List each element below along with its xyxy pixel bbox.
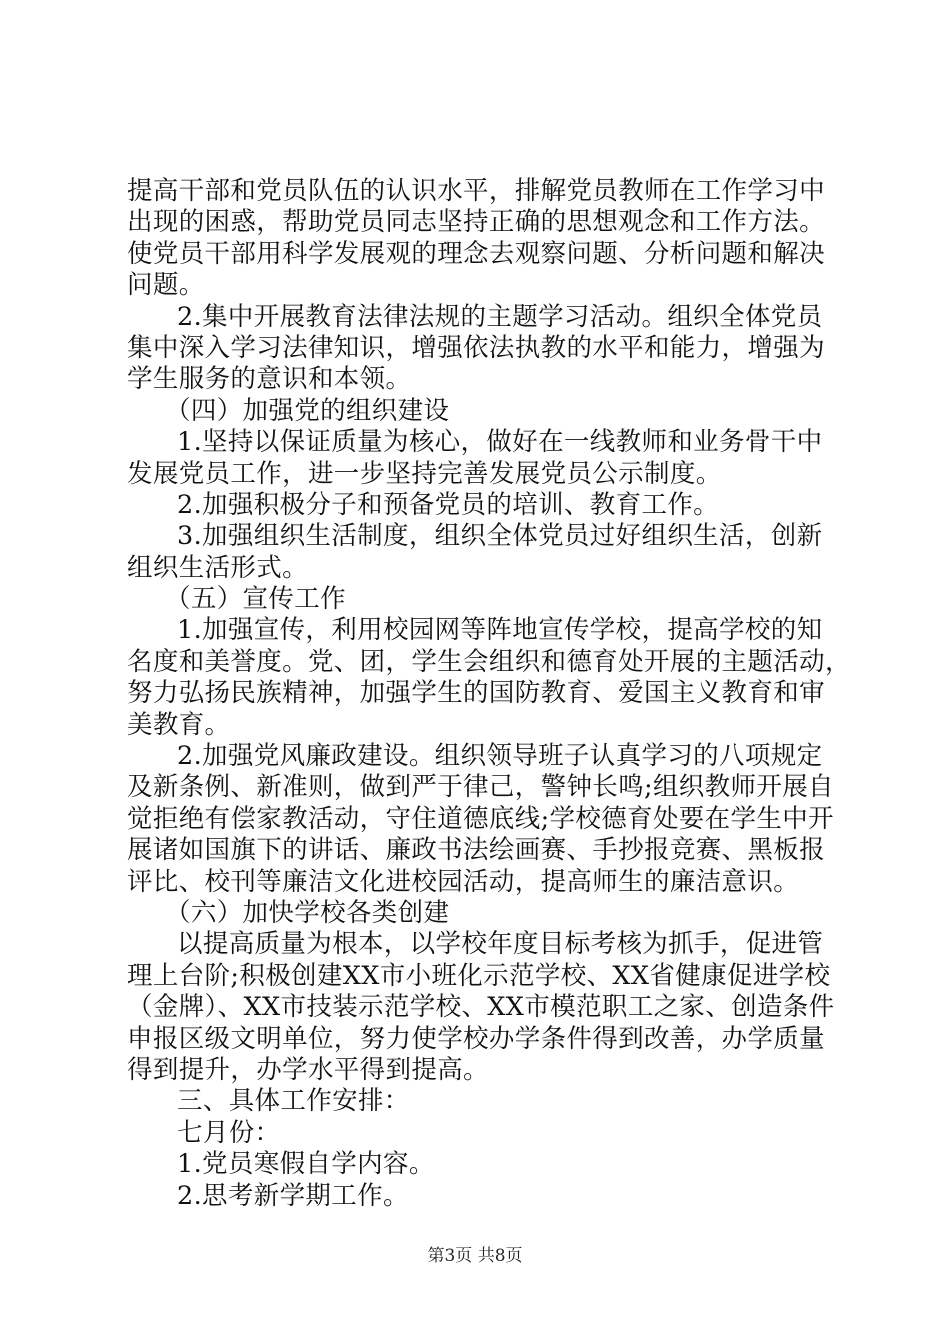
text-line: 觉拒绝有偿家教活动，守住道德底线;学校德育处要在学生中开	[127, 803, 834, 834]
text-line: 发展党员工作，进一步坚持完善发展党员公示制度。	[127, 458, 722, 489]
text-line: 以提高质量为根本，以学校年度目标考核为抓手，促进管	[177, 929, 824, 960]
text-line: 1.坚持以保证质量为核心，做好在一线教师和业务骨干中	[177, 427, 823, 458]
text-line: 问题。	[127, 270, 205, 301]
text-line: 评比、校刊等廉洁文化进校园活动，提高师生的廉洁意识。	[127, 866, 800, 897]
text-line: 2.思考新学期工作。	[177, 1180, 409, 1211]
text-line: 提高干部和党员队伍的认识水平，排解党员教师在工作学习中	[127, 176, 825, 206]
page-number-footer: 第3页 共8页	[427, 1246, 523, 1266]
text-line: 展诸如国旗下的讲话、廉政书法绘画赛、手抄报竞赛、黑板报	[127, 835, 825, 866]
text-line: 1.党员寒假自学内容。	[177, 1149, 435, 1180]
text-line: 组织生活形式。	[127, 552, 308, 583]
text-line: 美教育。	[127, 709, 231, 740]
section-heading: （六）加快学校各类创建	[165, 897, 450, 928]
section-heading: （五）宣传工作	[165, 584, 346, 615]
document-body	[127, 176, 851, 1212]
text-line: 2.加强积极分子和预备党员的培训、教育工作。	[177, 489, 720, 520]
text-line: 理上台阶;积极创建XX市小班化示范学校、XX省健康促进学校	[127, 960, 831, 991]
text-line: 努力弘扬民族精神，加强学生的国防教育、爱国主义教育和审	[127, 678, 825, 709]
text-line: 2.集中开展教育法律法规的主题学习活动。组织全体党员	[177, 301, 823, 332]
text-line: 及新条例、新准则，做到严于律己，警钟长鸣;组织教师开展自	[127, 772, 834, 803]
text-line: 学生服务的意识和本领。	[127, 364, 412, 395]
text-line: 得到提升，办学水平得到提高。	[127, 1054, 489, 1085]
text-line: 集中深入学习法律知识，增强依法执教的水平和能力，增强为	[127, 332, 825, 363]
text-line: 1.加强宣传，利用校园网等阵地宣传学校，提高学校的知	[177, 615, 823, 646]
text-line: 2.加强党风廉政建设。组织领导班子认真学习的八项规定	[177, 741, 823, 772]
section-heading: 三、具体工作安排：	[177, 1086, 410, 1117]
text-line: 出现的困惑，帮助党员同志坚持正确的思想观念和工作方法。	[127, 207, 825, 238]
text-line: 申报区级文明单位，努力使学校办学条件得到改善，办学质量	[127, 1023, 825, 1054]
text-line: 七月份：	[177, 1117, 281, 1148]
text-line: 名度和美誉度。党、团，学生会组织和德育处开展的主题活动，	[127, 646, 851, 677]
text-line: 3.加强组织生活制度，组织全体党员过好组织生活，创新	[177, 521, 823, 552]
section-heading: （四）加强党的组织建设	[165, 395, 450, 426]
text-line: 使党员干部用科学发展观的理念去观察问题、分析问题和解决	[127, 238, 825, 269]
text-line: （金牌）、XX市技装示范学校、XX市模范职工之家、创造条件	[127, 992, 835, 1023]
